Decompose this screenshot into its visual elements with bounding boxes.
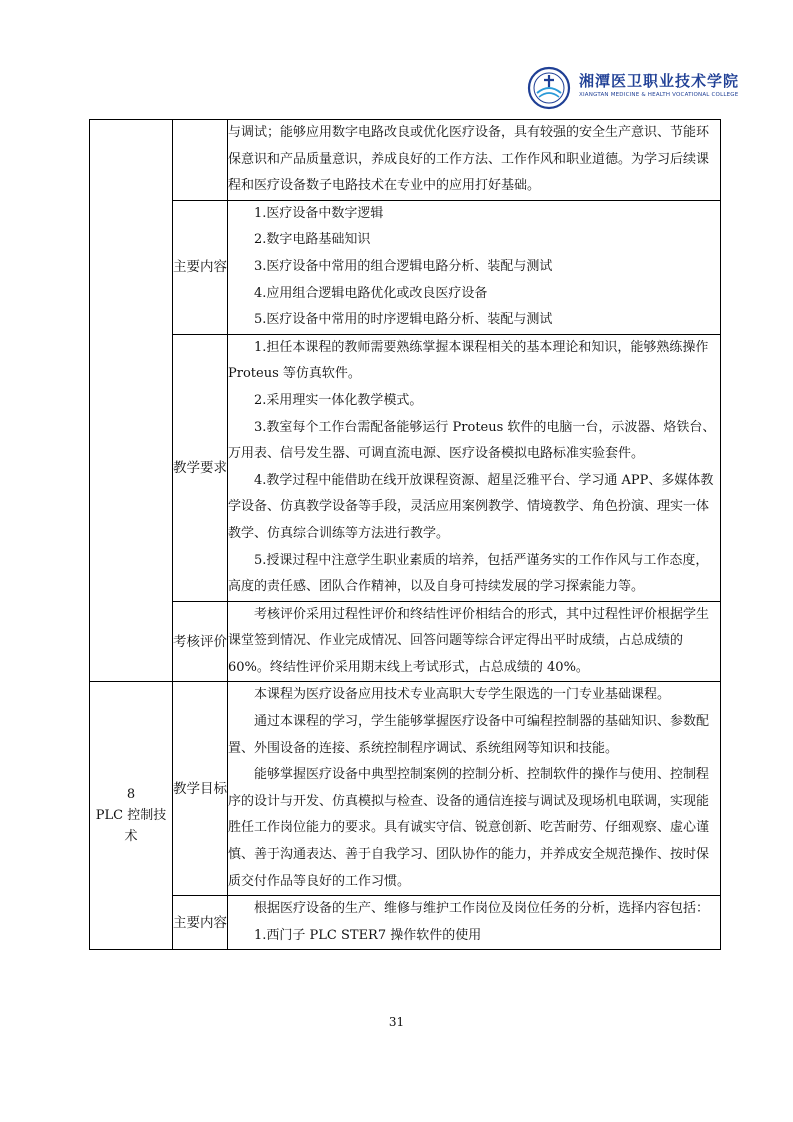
list-item: 2.数字电路基础知识 [254,232,371,248]
table-row [90,601,721,682]
course-8-name: PLC 控制技术 [95,808,167,845]
course-8-objective-cell [228,682,721,896]
list-item: 本课程为医疗设备应用技术专业高职大专学生限选的一门专业基础课程。 [254,687,671,703]
logo-chinese-name: 湘潭医卫职业技术学院 [579,72,740,90]
table-row [90,200,721,334]
course-7-cell [90,120,173,682]
course-8-cell [90,682,173,950]
list-item: 能够掌握医疗设备中典型控制案例的控制分析、控制软件的操作与使用、控制程序的设计与开发、仿真模拟与检查、设备的通信连接与调试及现场机电联调，实现能胜任工作岗位能力的要求。具有诚实守信、锐意创新、吃苦耐劳、仔细观察、虚心谨慎、善于沟通表达、善于自我学习、团队协作的能力，并养成安全规范操作、按时保质交付作品等良好的工作习惯。 [228,767,710,889]
objective-label-cell [173,120,228,201]
list-item: 1.西门子 PLC STER7 操作软件的使用 [254,927,482,943]
course-8-main-content-cell [228,896,721,950]
course-7-main-content-label: 主要内容 [173,200,228,334]
table-row [90,334,721,601]
list-item: 1.医疗设备中数字逻辑 [254,205,384,221]
course-8-objective-label: 教学目标 [173,682,228,896]
table-row [90,896,721,950]
course-8-main-content-intro: 根据医疗设备的生产、维修与维护工作岗位及岗位任务的分析，选择内容包括： [254,901,710,917]
list-item: 4.教学过程中能借助在线开放课程资源、超星泛雅平台、学习通 APP、多媒体教学设备、仿真教学设备等手段，灵活应用案例教学、情境教学、角色扮演、理实一体教学、仿真综合训练等方法进行教学。 [228,472,714,541]
page-number: 31 [388,1015,405,1029]
list-item: 3.医疗设备中常用的组合逻辑电路分析、装配与测试 [254,258,553,274]
course-7-teaching-req-label: 教学要求 [173,334,228,601]
list-item: 2.采用理实一体化教学模式。 [254,392,423,408]
course-8-main-content-label: 主要内容 [173,896,228,950]
header-logo [527,66,740,112]
course-7-assessment-cell [228,601,721,682]
list-item: 5.医疗设备中常用的时序逻辑电路分析、装配与测试 [254,312,553,328]
list-item: 通过本课程的学习，学生能够掌握医疗设备中可编程控制器的基础知识、参数配置、外围设备的连接、系统控制程序调试、系统组网等知识和技能。 [228,714,710,756]
list-item: 5.授课过程中注意学生职业素质的培养，包括严谨务实的工作作风与工作态度，高度的责任感、团队合作精神，以及自身可持续发展的学习探索能力等。 [228,552,709,595]
curriculum-table [89,119,721,950]
list-item: 3.教室每个工作台需配备能够运行 Proteus 软件的电脑一台，示波器、烙铁台、万用表、信号发生器、可调直流电源、医疗设备模拟电路标准实验套件。 [228,419,716,462]
course-7-assessment-label: 考核评价 [173,601,228,682]
college-emblem-icon [527,66,571,110]
list-item: 4.应用组合逻辑电路优化或改良医疗设备 [254,285,488,301]
course-8-number: 8 [126,787,136,803]
table-row [90,682,721,896]
course-7-objective-text: 与调试；能够应用数字电路改良或优化医疗设备，具有较强的安全生产意识、节能环保意识和产品质量意识，养成良好的工作方法、工作作风和职业道德。为学习后续课程和医疗设备数子电路技术在专业中的应用打好基础。 [228,125,710,194]
course-7-main-content-cell [228,200,721,334]
logo-english-name: XIANGTAN MEDICINE & HEALTH VOCATIONAL COLLEGE [579,92,739,98]
course-7-teaching-req-cell [228,334,721,601]
course-7-objective-cell [228,120,721,201]
table-row [90,120,721,201]
list-item: 1.担任本课程的教师需要熟练掌握本课程相关的基本理论和知识，能够熟练操作 Proteus 等仿真软件。 [228,339,709,382]
course-7-assessment-text: 考核评价采用过程性评价和终结性评价相结合的形式，其中过程性评价根据学生课堂签到情况、作业完成情况、回答问题等综合评定得出平时成绩，占总成绩的60%。终结性评价采用期末线上考试形式，占总成绩的 40%。 [228,606,710,675]
